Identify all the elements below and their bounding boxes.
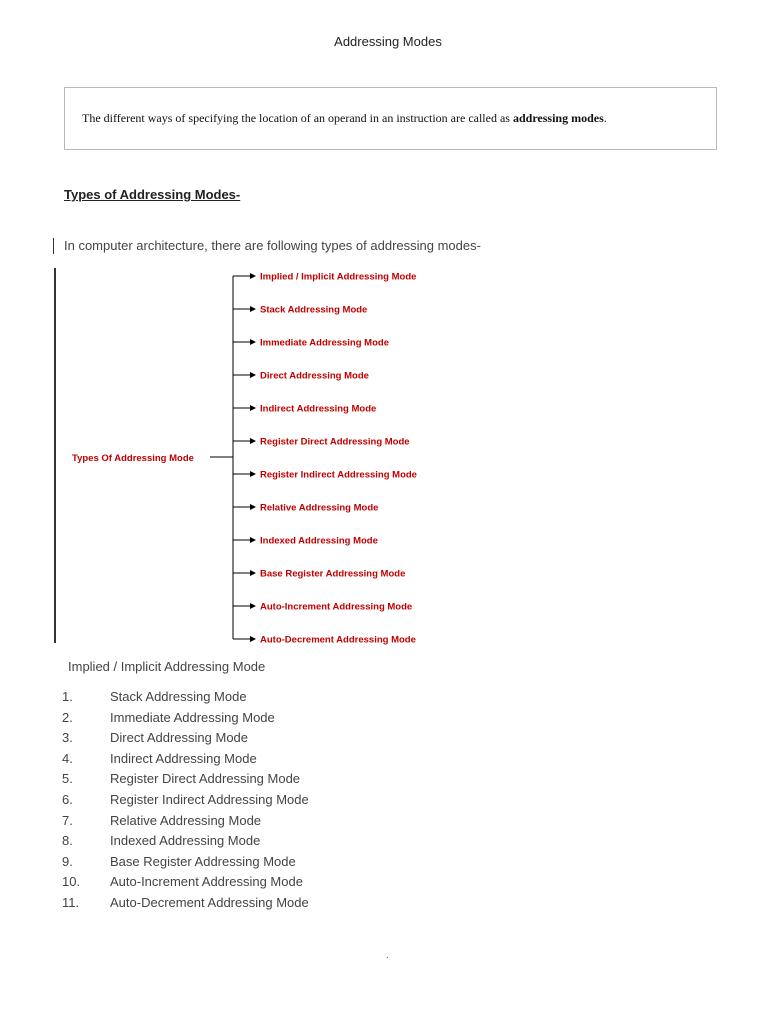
mode-list: [62, 689, 309, 916]
list-item-number: 7.: [62, 812, 73, 828]
diagram-arrowhead: [250, 339, 256, 345]
list-item: [62, 895, 309, 916]
list-item-number: 3.: [62, 730, 73, 746]
list-item-label: Indirect Addressing Mode: [110, 750, 257, 766]
diagram-arrowhead: [250, 570, 256, 576]
diagram-arrowhead: [250, 438, 256, 444]
diagram-branch-label: Register Direct Addressing Mode: [260, 436, 410, 448]
list-item: [62, 792, 309, 813]
definition-emphasis: addressing modes: [512, 111, 604, 125]
diagram-arrowhead: [250, 603, 256, 609]
list-item-number: 8.: [62, 833, 73, 849]
diagram-branch-label: Indirect Addressing Mode: [260, 403, 377, 415]
list-item-number: 11.: [62, 894, 80, 910]
diagram-arrowhead: [250, 537, 256, 543]
diagram-branch-label: Auto-Increment Addressing Mode: [260, 601, 413, 613]
list-item-label: Indexed Addressing Mode: [110, 833, 261, 849]
diagram-root-label: Types Of Addressing Mode: [72, 453, 194, 464]
list-item-number: 2.: [62, 709, 73, 725]
diagram-branch-label: Stack Addressing Mode: [260, 304, 368, 316]
diagram-branch-label: Direct Addressing Mode: [260, 370, 369, 382]
diagram-branch-label: Base Register Addressing Mode: [260, 568, 406, 580]
document-title: Addressing Modes: [334, 34, 442, 49]
addressing-mode-diagram: [60, 262, 480, 652]
list-item-number: 10.: [62, 874, 81, 890]
list-item-number: 5.: [62, 771, 73, 787]
list-item: [62, 813, 309, 834]
diagram-arrowhead: [250, 636, 256, 642]
list-item: [62, 730, 309, 751]
list-item-label: Register Indirect Addressing Mode: [110, 791, 309, 807]
definition-box: [64, 87, 717, 150]
list-item: [62, 874, 309, 895]
footer-mark: .: [386, 950, 389, 961]
definition-text: The different ways of specifying the location of an operand in an instruction are called as addressing modes.: [82, 111, 607, 125]
list-item-number: 6.: [62, 791, 73, 807]
list-item-label: Relative Addressing Mode: [110, 812, 262, 828]
diagram-arrowhead: [250, 405, 256, 411]
list-item: [62, 689, 309, 710]
list-item-label: Immediate Addressing Mode: [110, 709, 275, 725]
diagram-arrowhead: [250, 306, 256, 312]
diagram-arrowhead: [250, 372, 256, 378]
diagram-branch-label: Register Indirect Addressing Mode: [260, 469, 417, 481]
list-item: [62, 710, 309, 731]
list-item-number: 1.: [62, 689, 73, 704]
list-item: [62, 854, 309, 875]
diagram-svg: [60, 262, 480, 652]
intro-paragraph: In computer architecture, there are following types of addressing modes-: [64, 238, 481, 253]
list-item: [62, 833, 309, 854]
diagram-branch-label: Auto-Decrement Addressing Mode: [260, 634, 416, 646]
first-item: Implied / Implicit Addressing Mode: [68, 659, 266, 674]
list-item-number: 4.: [62, 750, 73, 766]
list-item-label: Stack Addressing Mode: [110, 689, 247, 704]
diagram-arrowhead: [250, 471, 256, 477]
list-item-label: Direct Addressing Mode: [110, 730, 249, 746]
list-item-label: Auto-Increment Addressing Mode: [110, 874, 303, 890]
text-cursor: [53, 238, 54, 254]
list-item-label: Register Direct Addressing Mode: [110, 771, 301, 787]
diagram-branch-label: Implied / Implicit Addressing Mode: [260, 271, 417, 283]
diagram-arrowhead: [250, 504, 256, 510]
list-item: [62, 771, 309, 792]
diagram-branch-label: Indexed Addressing Mode: [260, 535, 378, 547]
diagram-arrowhead: [250, 273, 256, 279]
list-item-label: Base Register Addressing Mode: [110, 853, 296, 869]
diagram-branch-label: Immediate Addressing Mode: [260, 337, 389, 349]
section-heading: Types of Addressing Modes-: [64, 187, 241, 202]
side-bar: [54, 268, 56, 643]
list-item: [62, 751, 309, 772]
diagram-branch-label: Relative Addressing Mode: [260, 502, 379, 514]
list-item-number: 9.: [62, 853, 73, 869]
list-item-label: Auto-Decrement Addressing Mode: [110, 894, 309, 910]
